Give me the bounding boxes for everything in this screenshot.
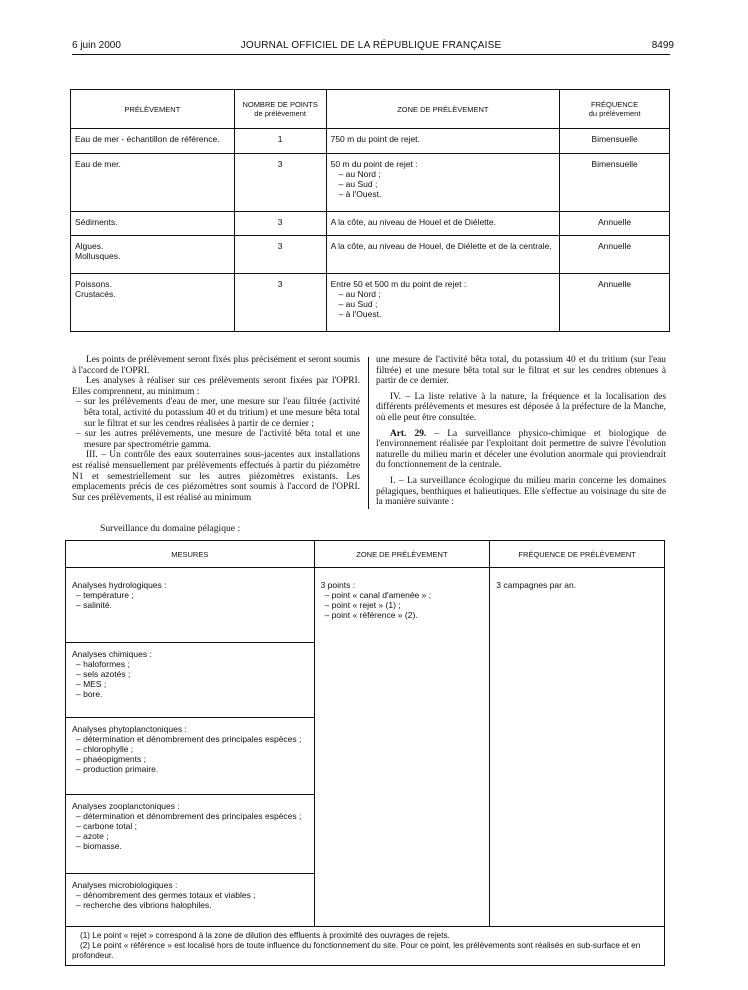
cell-zone: A la côte, au niveau de Houel, de Diélette et de la centrale.	[326, 236, 560, 274]
cell-nombre: 3	[234, 154, 326, 212]
measure-group-microbiologiques: Analyses microbiologiques : – dénombrement des germes totaux et viables ; – recherche des vibrions halophiles.	[66, 874, 315, 927]
cell-prelevement: Eau de mer - échantillon de référence.	[71, 129, 235, 154]
measure-group-hydrologiques: Analyses hydrologiques : – température ; – salinité.	[66, 568, 315, 643]
cell-zone: A la côte, au niveau de Houel et de Diélette.	[326, 212, 560, 236]
measure-group-chimiques: Analyses chimiques : – haloformes ; – sels azotés ; – MES ; – bore.	[66, 643, 315, 718]
cell-prelevement: Poissons. Crustacés.	[71, 274, 235, 332]
table-header-row	[71, 90, 670, 129]
paragraph: Art. 29. – La surveillance physico-chimique et biologique de l'environnement réalisée par l'exploitant doit permettre de suivre l'évolution naturelle du milieu marin et déceler une évolution anormale qui proviendrait du fonctionnement de la centrale.	[376, 428, 666, 471]
cell-zone: 750 m du point de rejet.	[326, 129, 560, 154]
cell-frequence: Annuelle	[560, 236, 670, 274]
paragraph: Les analyses à réaliser sur ces prélèvements seront fixées par l'OPRI. Elles comprennent, au minimum :	[72, 376, 360, 397]
page-number: 8499	[651, 40, 674, 51]
cell-nombre: 3	[234, 212, 326, 236]
table-row	[66, 568, 665, 643]
paragraph: IV. – La liste relative à la nature, la fréquence et la localisation des différents prélèvements et mesures est déposée à la préfecture de la Manche, où elle peut être consultée.	[376, 391, 666, 423]
paragraph: I. – La surveillance écologique du milieu marin concerne les domaines pélagiques, benthiques et halieutiques. Elle s'effectue au voisinage du site de la manière suivante :	[376, 475, 666, 508]
cell-frequence: Annuelle	[560, 274, 670, 332]
table-footnotes-row	[66, 927, 665, 966]
col-header-frequence: FRÉQUENCE du prélèvement	[560, 90, 670, 129]
footnote: (1) Le point « rejet » correspond à la zone de dilution des effluents à proximité des ouvrages de rejets.	[80, 931, 450, 940]
table-row	[71, 154, 670, 212]
section-caption: Surveillance du domaine pélagique :	[100, 523, 241, 534]
table-row	[71, 212, 670, 236]
col-header-prelevement: PRÉLÈVEMENT	[71, 90, 235, 129]
cell-frequence: Bimensuelle	[560, 129, 670, 154]
column-divider	[368, 357, 369, 509]
measure-group-zooplanctoniques: Analyses zooplanctoniques : – détermination et dénombrement des principales espèces ; – carbone total ; – azote ; – biomasse.	[66, 795, 315, 874]
col-header-nombre: NOMBRE DE POINTS de prélèvement	[234, 90, 326, 129]
header-rule	[72, 54, 670, 55]
cell-nombre: 1	[234, 129, 326, 154]
journal-title: JOURNAL OFFICIEL DE LA RÉPUBLIQUE FRANÇAISE	[240, 40, 502, 51]
cell-frequence: Annuelle	[560, 212, 670, 236]
issue-date: 6 juin 2000	[72, 40, 121, 51]
pelagic-monitoring-table	[65, 540, 665, 966]
cell-prelevement: Eau de mer.	[71, 154, 235, 212]
paragraph: Les points de prélèvement seront fixés plus précisément et seront soumis à l'accord de l'OPRI.	[72, 355, 360, 376]
text-column-right	[376, 355, 666, 508]
col-header-mesures: MESURES	[66, 541, 315, 568]
paragraph: une mesure de l'activité bêta total, du potassium 40 et du tritium (sur l'eau filtrée) et une mesure bêta total sur le filtrat et sur les cendres obtenues à partir de ce dernier.	[376, 355, 666, 387]
table-header-row	[66, 541, 665, 568]
cell-frequence: 3 campagnes par an.	[490, 568, 665, 927]
cell-frequence: Bimensuelle	[560, 154, 670, 212]
col-header-zone: ZONE DE PRÉLÈVEMENT	[326, 90, 560, 129]
article-label: Art. 29.	[390, 428, 427, 439]
footnote: (2) Le point « référence » est localisé hors de toute influence du fonctionnement du site. Pour ce point, les prélèvements sont réalisés en sub-surface et en profondeur.	[72, 941, 641, 960]
table-row	[71, 274, 670, 332]
table-footnotes	[66, 927, 665, 966]
paragraph: III. – Un contrôle des eaux souterraines sous-jacentes aux installations est réalisé mensuellement par prélèvements effectués à partir du piézomètre N1 et semestriellement sur les autres piézomètres existants. Les emplacements précis de ces piézomètres sont soumis à l'accord de l'OPRI. Sur ces prélèvements, il est réalisé au minimum	[72, 450, 360, 503]
cell-nombre: 3	[234, 236, 326, 274]
text-column-left	[72, 355, 360, 503]
cell-zone: Entre 50 et 500 m du point de rejet : – au Nord ; – au Sud ; – à l'Ouest.	[326, 274, 560, 332]
list-item: – sur les prélèvements d'eau de mer, une mesure sur l'eau filtrée (activité bêta total, activité du potassium 40 et du tritium) et une mesure bêta total sur le filtrat et sur les cendres réalisées à partir de ce dernier ;	[76, 397, 360, 429]
cell-prelevement: Algues. Mollusques.	[71, 236, 235, 274]
col-header-zone: ZONE DE PRÉLÈVEMENT	[314, 541, 490, 568]
cell-nombre: 3	[234, 274, 326, 332]
cell-zone-points: 3 points : – point « canal d'amenée » ; – point « rejet » (1) ; – point « référence » (2).	[314, 568, 490, 927]
measure-group-phytoplanctoniques: Analyses phytoplanctoniques : – détermination et dénombrement des principales espèces ; – chlorophylle ; – phaéopigments ; – production primaire.	[66, 718, 315, 795]
col-header-frequence: FRÉQUENCE DE PRÉLÈVEMENT	[490, 541, 665, 568]
list-item: – sur les autres prélèvements, une mesure de l'activité bêta total et une mesure par spectrométrie gamma.	[76, 429, 360, 450]
cell-prelevement: Sédiments.	[71, 212, 235, 236]
cell-zone: 50 m du point de rejet : – au Nord ; – au Sud ; – à l'Ouest.	[326, 154, 560, 212]
sampling-table	[70, 89, 670, 332]
table-row	[71, 129, 670, 154]
table-row	[71, 236, 670, 274]
